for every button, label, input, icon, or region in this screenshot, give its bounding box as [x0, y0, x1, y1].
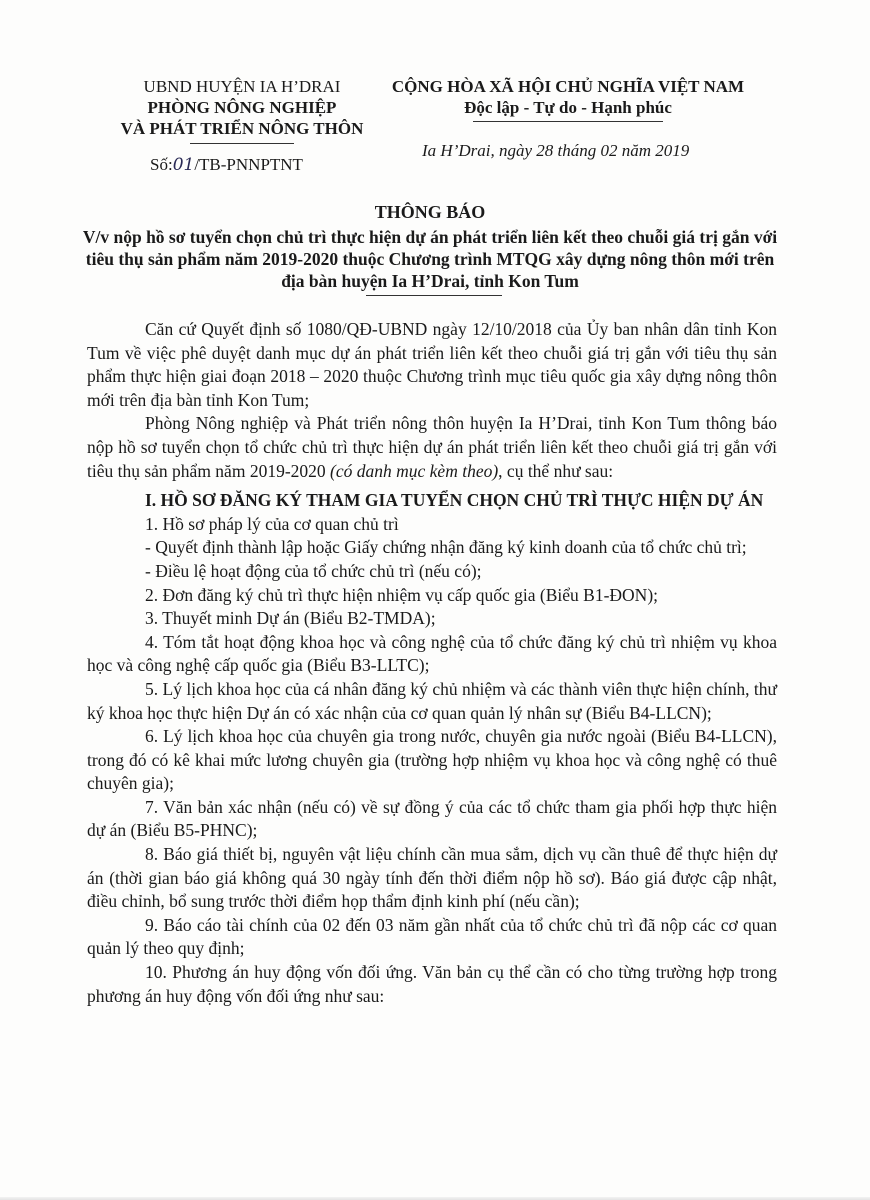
document-title: THÔNG BÁO [374, 202, 486, 222]
issuing-agency-block [92, 76, 392, 144]
place-and-date: Ia H’Drai, ngày 28 tháng 02 năm 2019 [422, 141, 690, 160]
list-item: 3. Thuyết minh Dự án (Biểu B2-TMDA); [145, 608, 436, 629]
national-motto: Độc lập - Tự do - Hạnh phúc [464, 98, 672, 117]
list-item: 8. Báo giá thiết bị, nguyên vật liệu chính cần mua sắm, dịch vụ cần thuê để thực hiện dự án (thời gian báo giá không quá 30 ngày tính đến thời điểm nộp hồ sơ). Báo giá được cập nhật, điều chỉnh, bổ sung trước thời điểm họp thẩm định kinh phí (nếu cần); [87, 844, 777, 912]
list-item: 6. Lý lịch khoa học của chuyên gia trong nước, chuyên gia nước ngoài (Biểu B4-LLCN), trong đó có kê khai mức lương chuyên gia (trường hợp nhiệm vụ khoa học và công nghệ có thuê chuyên gia); [87, 726, 777, 794]
list-item: 2. Đơn đăng ký chủ trì thực hiện nhiệm vụ cấp quốc gia (Biểu B1-ĐON); [145, 584, 659, 605]
agency-name: UBND HUYỆN IA H’DRAI [143, 77, 341, 96]
section-heading: I. HỒ SƠ ĐĂNG KÝ THAM GIA TUYỂN CHỌN CHỦ TRÌ THỰC HIỆN DỰ ÁN [145, 490, 764, 511]
document-body [87, 318, 777, 1008]
agency-underline [190, 143, 294, 144]
announcement-attachment-note: (có danh mục kèm theo) [330, 460, 499, 481]
department-name-line1: PHÒNG NÔNG NGHIỆP [147, 98, 337, 117]
list-item: - Điều lệ hoạt động của tổ chức chủ trì (nếu có); [145, 560, 482, 581]
list-item: 4. Tóm tắt hoạt động khoa học và công nghệ của tổ chức đăng ký chủ trì nhiệm vụ khoa học và công nghệ cấp quốc gia (Biểu B3-LLTC); [87, 631, 777, 676]
announcement-tail: , cụ thể như sau: [498, 460, 614, 481]
paragraph-legal-basis: Căn cứ Quyết định số 1080/QĐ-UBND ngày 12/10/2018 của Ủy ban nhân dân tỉnh Kon Tum về việc phê duyệt danh mục dự án phát triển liên kết theo chuỗi giá trị gắn với tiêu thụ sản phẩm thực hiện giai đoạn 2018 – 2020 thuộc Chương trình mục tiêu quốc gia xây dựng nông thôn mới trên địa bàn tỉnh Kon Tum; [87, 319, 777, 410]
national-name: CỘNG HÒA XÃ HỘI CHỦ NGHĨA VIỆT NAM [391, 77, 745, 96]
document-number-suffix: /TB-PNNPTNT [194, 155, 303, 174]
subject-underline [366, 295, 502, 296]
department-name-line2: VÀ PHÁT TRIỂN NÔNG THÔN [120, 119, 364, 138]
list-item: 1. Hồ sơ pháp lý của cơ quan chủ trì [145, 513, 399, 534]
list-item: 9. Báo cáo tài chính của 02 đến 03 năm gần nhất của tổ chức chủ trì đã nộp các cơ quan quản lý theo quy định; [87, 914, 777, 959]
motto-underline [473, 121, 663, 122]
announcement-text: Phòng Nông nghiệp và Phát triển nông thôn huyện Ia H’Drai, tỉnh Kon Tum thông báo nộp hồ sơ tuyển chọn tổ chức chủ trì thực hiện dự án phát triển liên kết theo chuỗi giá trị gắn với tiêu thụ sản phẩm năm 2019-2020 [87, 413, 777, 481]
list-item: 10. Phương án huy động vốn đối ứng. Văn bản cụ thể cần có cho từng trường hợp trong phương án huy động vốn đối ứng như sau: [87, 962, 777, 1006]
list-item: - Quyết định thành lập hoặc Giấy chứng nhận đăng ký kinh doanh của tổ chức chủ trì; [145, 537, 747, 558]
list-item: 7. Văn bản xác nhận (nếu có) về sự đồng ý của các tổ chức tham gia phối hợp thực hiện dự án (Biểu B5-PHNC); [87, 796, 777, 841]
paragraph-announcement [87, 412, 777, 483]
national-heading-block [368, 76, 768, 122]
document-number-handwritten: 01 [172, 155, 195, 175]
document-number [150, 155, 303, 175]
document-number-prefix: Số: [150, 155, 173, 174]
list-item: 5. Lý lịch khoa học của cá nhân đăng ký chủ nhiệm và các thành viên thực hiện chính, thư ký khoa học thực hiện Dự án có xác nhận của cơ quan quản lý nhân sự (Biểu B4-LLCN); [87, 678, 777, 723]
document-subject: V/v nộp hồ sơ tuyển chọn chủ trì thực hiện dự án phát triển liên kết theo chuỗi giá trị gắn với tiêu thụ sản phẩm năm 2019-2020 thuộc Chương trình MTQG xây dựng nông thôn mới trên địa bàn huyện Ia H’Drai, tỉnh Kon Tum [82, 227, 778, 291]
